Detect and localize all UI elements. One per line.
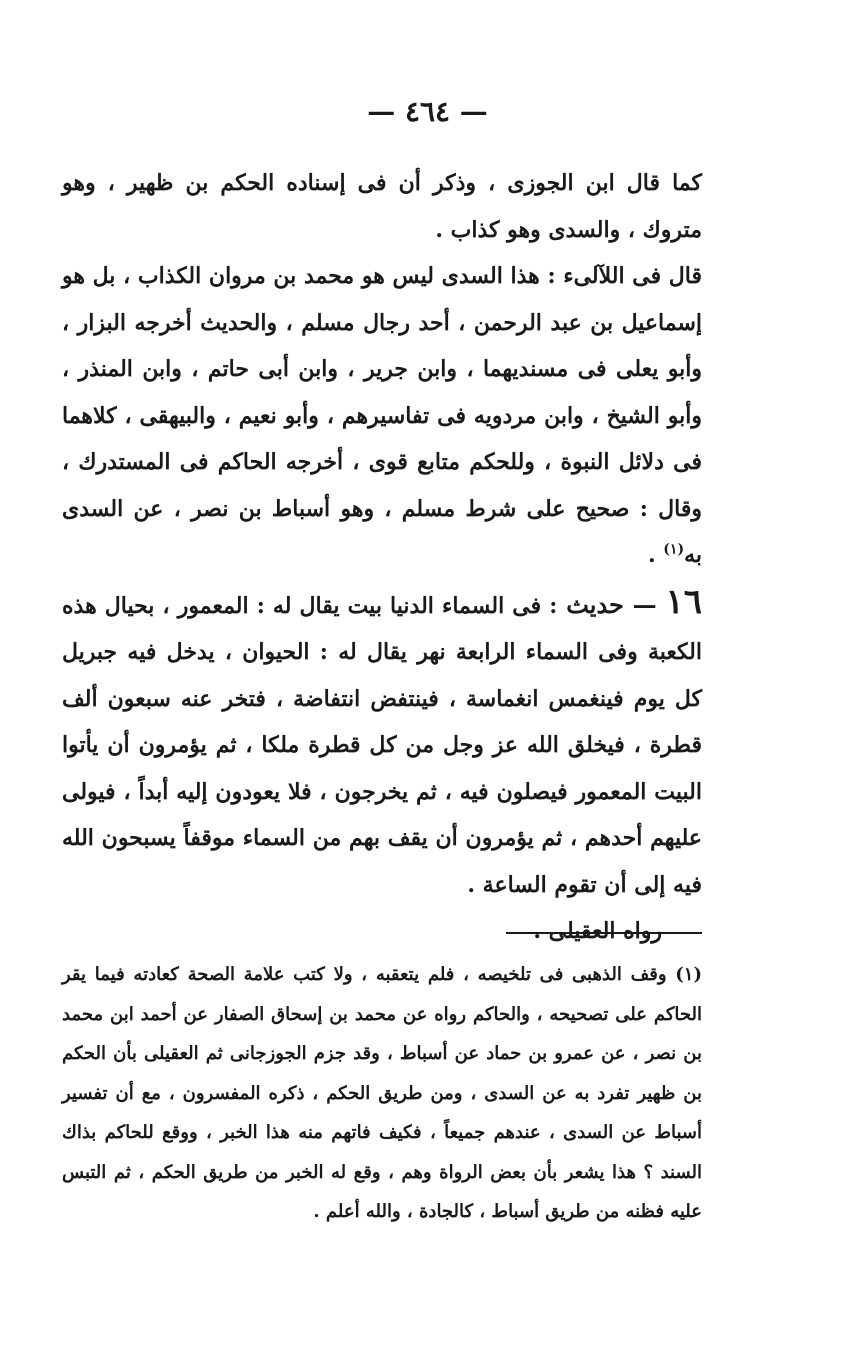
hadith-heading [557,581,703,622]
hadith-text: : فى السماء الدنيا بيت يقال له : المعمور ، بحيال هذه الكعبة وفى السماء الرابعة نهر يقال له : الحيوان ، يدخل فيه جبريل كل يوم فينغمس انغماسة ، فينتفض انتفاضة ، فتخر عنه سبعون ألف قطرة ، فيخلق الله عز وجل من كل قطرة ملكا ، ثم يؤمرون أن يأتوا البيت المعمور فيصلون فيه ، ثم يخرجون ، فلا يعودون إليه أبداً ، فيولى عليهم أحدهم ، ثم يؤمرون أن يقف بهم من السماء موقفاً يسبحون الله فيه إلى أن تقوم الساعة . [62,592,702,898]
footnote: (١) وقف الذهبى فى تلخيصه ، فلم يتعقبه ، ولا كتب علامة الصحة كعادته فيما يقر الحاكم على تصحيحه ، والحاكم رواه عن محمد بن إسحاق الصفار عن أحمد ابن محمد بن نصر ، عن عمرو بن حماد عن أسباط ، وقد جزم الجوزجانى ثم العقيلى بأن الحكم بن ظهير تفرد به عن السدى ، ومن طريق الحكم ، ذكره المفسرون ، مع أن تفسير أسباط عن السدى ، عندهم جميعاً ، فكيف فاتهم منه هذا الخبر ، ووقع للحاكم بذاك السند ؟ هذا يشعر بأن بعض الرواة وهم ، وقع له الخبر من طريق الحكم ، ثم التبس عليه فظنه من طريق أسباط ، كالجادة ، والله أعلم . [62,964,702,1222]
paragraph-laali-text: قال فى اللآلىء : هذا السدى ليس هو محمد بن مروان الكذاب ، بل هو إسماعيل بن عبد الرحمن ، أحد رجال مسلم ، والحديث أخرجه البزار ، وأبو يعلى فى مسنديهما ، وابن جرير ، وابن أبى حاتم ، وابن المنذر ، وأبو الشيخ ، وابن مردويه فى تفاسيرهم ، وأبو نعيم ، والبيهقى ، كلاهما فى دلائل النبوة ، وللحكم متابع قوى ، أخرجه الحاكم فى المستدرك ، وقال : صحيح على شرط مسلم ، وهو أسباط بن نصر ، عن السدى به [62,263,703,568]
paragraph-ibn-jawzi: كما قال ابن الجوزى ، وذكر أن فى إسناده الحكم بن ظهير ، وهو متروك ، والسدى وهو كذاب . [62,170,702,243]
page-number: — ٤٦٤ — [367,95,488,128]
main-text [62,160,702,955]
paragraph-laali [62,253,702,579]
paragraph-narrator: رواه العقيلى . [533,918,662,944]
hadith-number: ١٦ [665,581,703,622]
hadith-label: — حديث [557,589,666,619]
paragraph-laali-end: . [647,542,664,568]
footnote-reference[interactable]: (١) [663,541,685,558]
paragraph-hadith-16 [62,579,702,909]
footnote-divider [506,932,702,934]
